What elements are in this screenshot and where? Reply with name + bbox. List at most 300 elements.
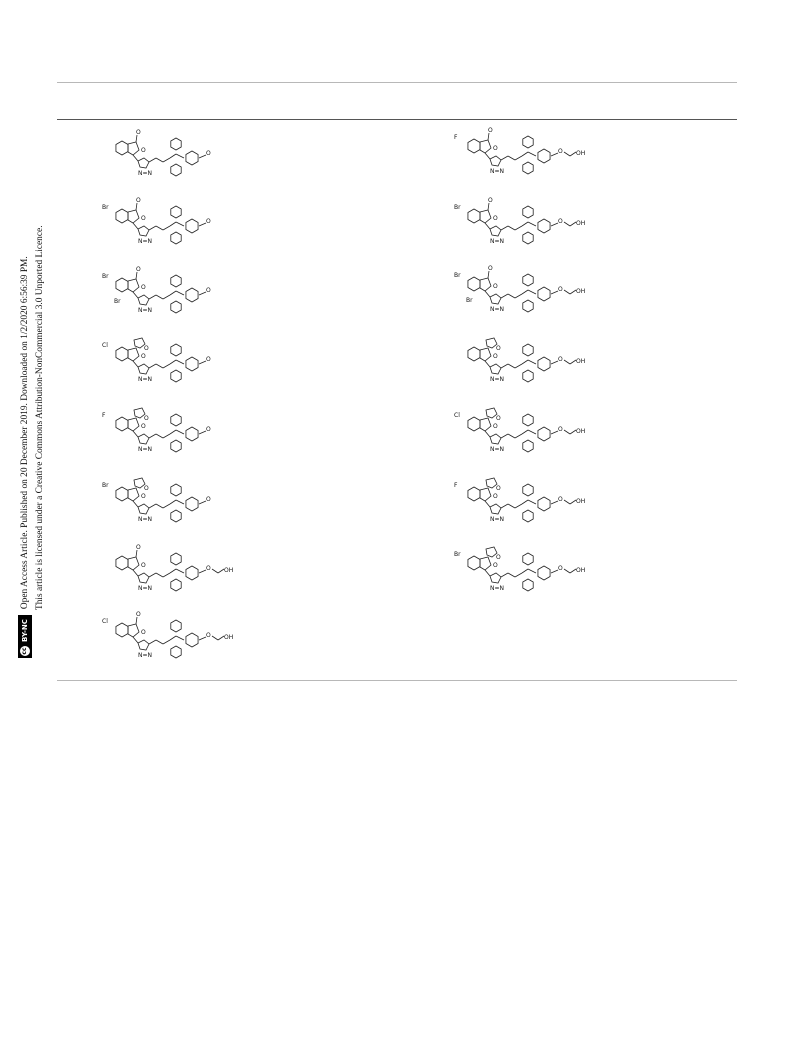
- atom-label: O: [496, 485, 501, 492]
- ring-shape: [538, 219, 550, 233]
- bond-line: [149, 226, 156, 230]
- structure-left-5: [100, 406, 230, 470]
- bond-line: [522, 152, 528, 156]
- publication-info-link[interactable]: Open Access Article. Published on 20 December 2019. Downloaded on 1/2/2020 6:56:39 PM.: [20, 256, 30, 610]
- chemical-structure-drawing: [100, 130, 230, 194]
- bond-line: [170, 500, 176, 504]
- ring-shape: [490, 156, 501, 166]
- atom-label: N=N: [138, 170, 153, 177]
- bond-line: [156, 158, 163, 162]
- atom-label: O: [488, 127, 493, 134]
- bond-line: [163, 158, 170, 162]
- bond-line: [522, 222, 528, 226]
- chemical-structure-drawing: [452, 265, 586, 330]
- ring-shape: [538, 149, 550, 163]
- ring-shape: [138, 295, 149, 305]
- ring-shape: [128, 418, 139, 431]
- bond-line: [133, 501, 138, 507]
- structure-left-4: [100, 336, 230, 400]
- atom-label: O: [136, 544, 141, 551]
- ring-shape: [468, 209, 480, 223]
- bond-line: [501, 156, 508, 160]
- atom-label: Br: [454, 204, 461, 211]
- bond-line: [488, 133, 489, 140]
- ring-shape: [523, 484, 533, 496]
- ring-shape: [116, 623, 128, 637]
- ring-shape: [468, 556, 480, 570]
- ring-shape: [116, 141, 128, 155]
- chemical-structure-drawing: [100, 267, 230, 331]
- bond-line: [508, 156, 515, 160]
- bond-line: [149, 364, 156, 368]
- atom-label: O: [136, 197, 141, 204]
- bond-line: [485, 361, 490, 367]
- atom-label: O: [136, 266, 141, 273]
- bond-line: [501, 573, 508, 577]
- bond-line: [212, 569, 218, 573]
- atom-label: N=N: [490, 238, 505, 245]
- ring-shape: [171, 440, 181, 452]
- bond-line: [515, 504, 522, 508]
- atom-label: OH: [224, 634, 234, 641]
- bond-line: [564, 360, 570, 364]
- bond-line: [163, 364, 170, 368]
- bond-line: [170, 360, 176, 364]
- bond-line: [528, 222, 536, 226]
- bond-line: [508, 364, 515, 368]
- bond-line: [515, 294, 522, 298]
- atom-label: N=N: [490, 446, 505, 453]
- bond-line: [133, 292, 138, 298]
- ring-shape: [186, 497, 198, 511]
- bond-line: [149, 158, 156, 162]
- ring-shape: [171, 301, 181, 313]
- atom-label: O: [141, 629, 146, 636]
- bond-line: [136, 272, 137, 279]
- ring-shape: [523, 162, 533, 174]
- atom-label: OH: [576, 288, 586, 295]
- bond-line: [149, 295, 156, 299]
- bond-line: [163, 226, 170, 230]
- bond-line: [551, 361, 558, 364]
- bond-line: [156, 226, 163, 230]
- atom-label: OH: [576, 428, 586, 435]
- bond-line: [515, 156, 522, 160]
- ring-shape: [538, 497, 550, 511]
- ring-shape: [468, 347, 480, 361]
- chemical-structure-drawing: [452, 476, 586, 540]
- bond-line: [156, 573, 163, 577]
- bond-line: [508, 504, 515, 508]
- atom-label: Cl: [454, 412, 460, 419]
- atom-label: F: [454, 134, 458, 141]
- ring-shape: [523, 370, 533, 382]
- ring-shape: [186, 357, 198, 371]
- ring-shape: [523, 414, 533, 426]
- ring-shape: [171, 232, 181, 244]
- structure-left-7: [100, 544, 234, 609]
- atom-label: O: [493, 283, 498, 290]
- bond-line: [485, 153, 490, 159]
- bond-line: [528, 290, 536, 294]
- atom-label: O: [206, 496, 211, 503]
- ring-shape: [538, 357, 550, 371]
- ring-shape: [523, 579, 533, 591]
- ring-shape: [523, 300, 533, 312]
- bond-line: [133, 361, 138, 367]
- bond-line: [212, 636, 218, 640]
- bond-line: [176, 430, 184, 434]
- bond-line: [176, 569, 184, 573]
- ring-shape: [128, 348, 139, 361]
- ring-shape: [490, 226, 501, 236]
- structure-right-6: [452, 476, 586, 540]
- atom-label: N=N: [138, 446, 153, 453]
- bond-line: [485, 291, 490, 297]
- bond-line: [485, 501, 490, 507]
- bond-line: [163, 504, 170, 508]
- bond-line: [528, 430, 536, 434]
- ring-shape: [138, 573, 149, 583]
- ring-shape: [138, 364, 149, 374]
- bond-line: [551, 570, 558, 573]
- ring-shape: [138, 640, 149, 650]
- atom-label: O: [141, 284, 146, 291]
- bond-line: [508, 434, 515, 438]
- ring-shape: [480, 418, 491, 431]
- bond-line: [508, 573, 515, 577]
- atom-label: O: [493, 353, 498, 360]
- atom-label: O: [496, 415, 501, 422]
- atom-label: OH: [224, 567, 234, 574]
- structure-right-1: [452, 127, 586, 192]
- bond-line: [199, 292, 206, 295]
- license-info-link[interactable]: This article is licensed under a Creative Commons Attribution-NonCommercial 3.0 Unported Licence.: [35, 225, 45, 610]
- ring-shape: [171, 579, 181, 591]
- atom-label: OH: [576, 498, 586, 505]
- atom-label: O: [558, 148, 563, 155]
- atom-label: O: [144, 415, 149, 422]
- atom-label: Br: [102, 204, 109, 211]
- atom-label: O: [493, 423, 498, 430]
- ring-shape: [128, 142, 139, 155]
- bond-line: [156, 640, 163, 644]
- atom-label: O: [496, 554, 501, 561]
- atom-label: N=N: [138, 585, 153, 592]
- bond-line: [564, 222, 570, 226]
- ring-shape: [171, 344, 181, 356]
- bond-line: [133, 223, 138, 229]
- ring-shape: [523, 553, 533, 565]
- bond-line: [522, 430, 528, 434]
- atom-label: OH: [576, 220, 586, 227]
- atom-label: O: [136, 611, 141, 618]
- bond-line: [551, 291, 558, 294]
- ring-shape: [538, 287, 550, 301]
- bond-line: [564, 290, 570, 294]
- atom-label: O: [141, 423, 146, 430]
- bond-line: [522, 500, 528, 504]
- bond-line: [176, 636, 184, 640]
- ring-shape: [171, 510, 181, 522]
- bond-line: [522, 569, 528, 573]
- bond-line: [136, 135, 137, 142]
- bond-line: [133, 155, 138, 161]
- atom-label: O: [206, 287, 211, 294]
- ring-shape: [480, 557, 491, 570]
- chemical-structure-drawing: [100, 544, 234, 609]
- atom-label: O: [141, 562, 146, 569]
- atom-label: N=N: [490, 516, 505, 523]
- ring-shape: [138, 158, 149, 168]
- atom-label: O: [558, 426, 563, 433]
- atom-label: OH: [576, 150, 586, 157]
- bond-line: [136, 617, 137, 624]
- atom-label: N=N: [490, 376, 505, 383]
- bond-line: [176, 360, 184, 364]
- structure-right-5: [452, 406, 586, 470]
- atom-label: N=N: [490, 585, 505, 592]
- atom-label: N=N: [490, 306, 505, 313]
- atom-label: N=N: [138, 307, 153, 314]
- atom-label: O: [141, 147, 146, 154]
- bond-line: [170, 636, 176, 640]
- bond-line: [136, 203, 137, 210]
- ring-shape: [490, 573, 501, 583]
- bond-line: [149, 573, 156, 577]
- bond-line: [564, 430, 570, 434]
- bond-line: [199, 361, 206, 364]
- structure-right-2: [452, 197, 586, 262]
- bond-line: [199, 637, 206, 640]
- chemical-structure-drawing: [100, 406, 230, 470]
- ring-shape: [480, 278, 491, 291]
- ring-shape: [171, 414, 181, 426]
- atom-label: O: [141, 215, 146, 222]
- bond-line: [501, 294, 508, 298]
- bond-line: [176, 222, 184, 226]
- atom-label: O: [558, 496, 563, 503]
- bond-line: [176, 154, 184, 158]
- ring-shape: [186, 219, 198, 233]
- bond-line: [170, 291, 176, 295]
- ring-shape: [128, 557, 139, 570]
- bond-line: [515, 573, 522, 577]
- structure-right-3: [452, 265, 586, 330]
- ring-shape: [116, 209, 128, 223]
- ring-shape: [186, 151, 198, 165]
- table-bottom-rule: [57, 680, 737, 681]
- ring-shape: [171, 275, 181, 287]
- ring-shape: [171, 484, 181, 496]
- atom-label: F: [454, 482, 458, 489]
- atom-label: O: [493, 145, 498, 152]
- ring-shape: [138, 434, 149, 444]
- ring-shape: [490, 294, 501, 304]
- bond-line: [551, 223, 558, 226]
- ring-shape: [171, 370, 181, 382]
- bond-line: [199, 570, 206, 573]
- ring-shape: [116, 347, 128, 361]
- chemical-structure-drawing: [452, 406, 586, 470]
- bond-line: [199, 155, 206, 158]
- chemical-structure-drawing: [100, 336, 230, 400]
- bond-line: [515, 226, 522, 230]
- bond-line: [170, 154, 176, 158]
- structure-left-2: [100, 198, 230, 262]
- atom-label: Cl: [102, 342, 108, 349]
- structure-right-7: [452, 545, 586, 609]
- bond-line: [501, 364, 508, 368]
- ring-shape: [186, 288, 198, 302]
- bond-line: [515, 434, 522, 438]
- atom-label: Br: [466, 297, 473, 304]
- bond-line: [176, 500, 184, 504]
- ring-shape: [171, 646, 181, 658]
- ring-shape: [171, 553, 181, 565]
- bond-line: [163, 640, 170, 644]
- bond-line: [528, 360, 536, 364]
- atom-label: O: [144, 485, 149, 492]
- ring-shape: [171, 620, 181, 632]
- chemical-structure-drawing: [452, 545, 586, 609]
- bond-line: [163, 295, 170, 299]
- ring-shape: [468, 417, 480, 431]
- ring-shape: [523, 136, 533, 148]
- bond-line: [551, 431, 558, 434]
- bond-line: [551, 153, 558, 156]
- atom-label: Br: [454, 272, 461, 279]
- ring-shape: [116, 487, 128, 501]
- atom-label: O: [206, 426, 211, 433]
- ring-shape: [171, 164, 181, 176]
- ring-shape: [538, 566, 550, 580]
- atom-label: Br: [102, 482, 109, 489]
- ring-shape: [480, 348, 491, 361]
- bond-line: [136, 550, 137, 557]
- atom-label: O: [496, 345, 501, 352]
- atom-label: O: [558, 218, 563, 225]
- chemical-structure-drawing: [452, 127, 586, 192]
- chemical-structure-drawing: [100, 198, 230, 262]
- ring-shape: [468, 487, 480, 501]
- ring-shape: [523, 206, 533, 218]
- ring-shape: [523, 232, 533, 244]
- ring-shape: [186, 566, 198, 580]
- chemical-structure-drawing: [452, 336, 586, 400]
- bond-line: [170, 430, 176, 434]
- bond-line: [488, 271, 489, 278]
- bond-line: [564, 569, 570, 573]
- atom-label: O: [488, 265, 493, 272]
- atom-label: O: [206, 632, 211, 639]
- bond-line: [485, 223, 490, 229]
- atom-label: O: [206, 218, 211, 225]
- ring-shape: [468, 139, 480, 153]
- atom-label: O: [141, 493, 146, 500]
- atom-label: O: [493, 562, 498, 569]
- bond-line: [156, 434, 163, 438]
- chemical-structure-drawing: [452, 197, 586, 262]
- bond-line: [501, 226, 508, 230]
- bond-line: [199, 501, 206, 504]
- bond-line: [508, 294, 515, 298]
- atom-label: O: [558, 356, 563, 363]
- ring-shape: [538, 427, 550, 441]
- ring-shape: [128, 210, 139, 223]
- atom-label: O: [558, 565, 563, 572]
- atom-label: Br: [454, 551, 461, 558]
- bond-line: [149, 504, 156, 508]
- license-badge-text: BY-NC: [21, 619, 29, 642]
- bond-line: [199, 431, 206, 434]
- ring-shape: [468, 277, 480, 291]
- atom-label: O: [493, 493, 498, 500]
- ring-shape: [186, 633, 198, 647]
- bond-line: [485, 431, 490, 437]
- atom-label: OH: [576, 358, 586, 365]
- ring-shape: [490, 434, 501, 444]
- ring-shape: [116, 417, 128, 431]
- ring-shape: [171, 206, 181, 218]
- atom-label: O: [144, 345, 149, 352]
- bond-line: [522, 290, 528, 294]
- ring-shape: [490, 364, 501, 374]
- creative-commons-icon[interactable]: cc BY-NC: [18, 615, 32, 658]
- ring-shape: [116, 556, 128, 570]
- bond-line: [149, 434, 156, 438]
- atom-label: O: [206, 150, 211, 157]
- ring-shape: [138, 504, 149, 514]
- bond-line: [528, 500, 536, 504]
- bond-line: [163, 434, 170, 438]
- atom-label: O: [558, 286, 563, 293]
- bond-line: [501, 434, 508, 438]
- ring-shape: [490, 504, 501, 514]
- bond-line: [156, 504, 163, 508]
- ring-shape: [128, 624, 139, 637]
- bond-line: [515, 364, 522, 368]
- bond-line: [199, 223, 206, 226]
- atom-label: O: [206, 356, 211, 363]
- bond-line: [156, 295, 163, 299]
- structure-left-8: [100, 611, 234, 676]
- bond-line: [156, 364, 163, 368]
- ring-shape: [171, 138, 181, 150]
- atom-label: Br: [102, 273, 109, 280]
- bond-line: [508, 226, 515, 230]
- chemical-structure-drawing: [100, 611, 234, 676]
- bond-line: [564, 500, 570, 504]
- structure-left-3: [100, 267, 230, 331]
- ring-shape: [523, 274, 533, 286]
- atom-label: O: [206, 565, 211, 572]
- atom-label: O: [493, 215, 498, 222]
- ring-shape: [523, 510, 533, 522]
- atom-label: Cl: [102, 618, 108, 625]
- bond-line: [528, 152, 536, 156]
- ring-shape: [128, 279, 139, 292]
- atom-label: F: [102, 412, 106, 419]
- bond-line: [133, 570, 138, 576]
- bond-line: [485, 570, 490, 576]
- atom-label: Br: [114, 298, 121, 305]
- atom-label: N=N: [138, 652, 153, 659]
- ring-shape: [138, 226, 149, 236]
- chemical-structure-drawing: [100, 476, 230, 540]
- bond-line: [170, 222, 176, 226]
- ring-shape: [480, 210, 491, 223]
